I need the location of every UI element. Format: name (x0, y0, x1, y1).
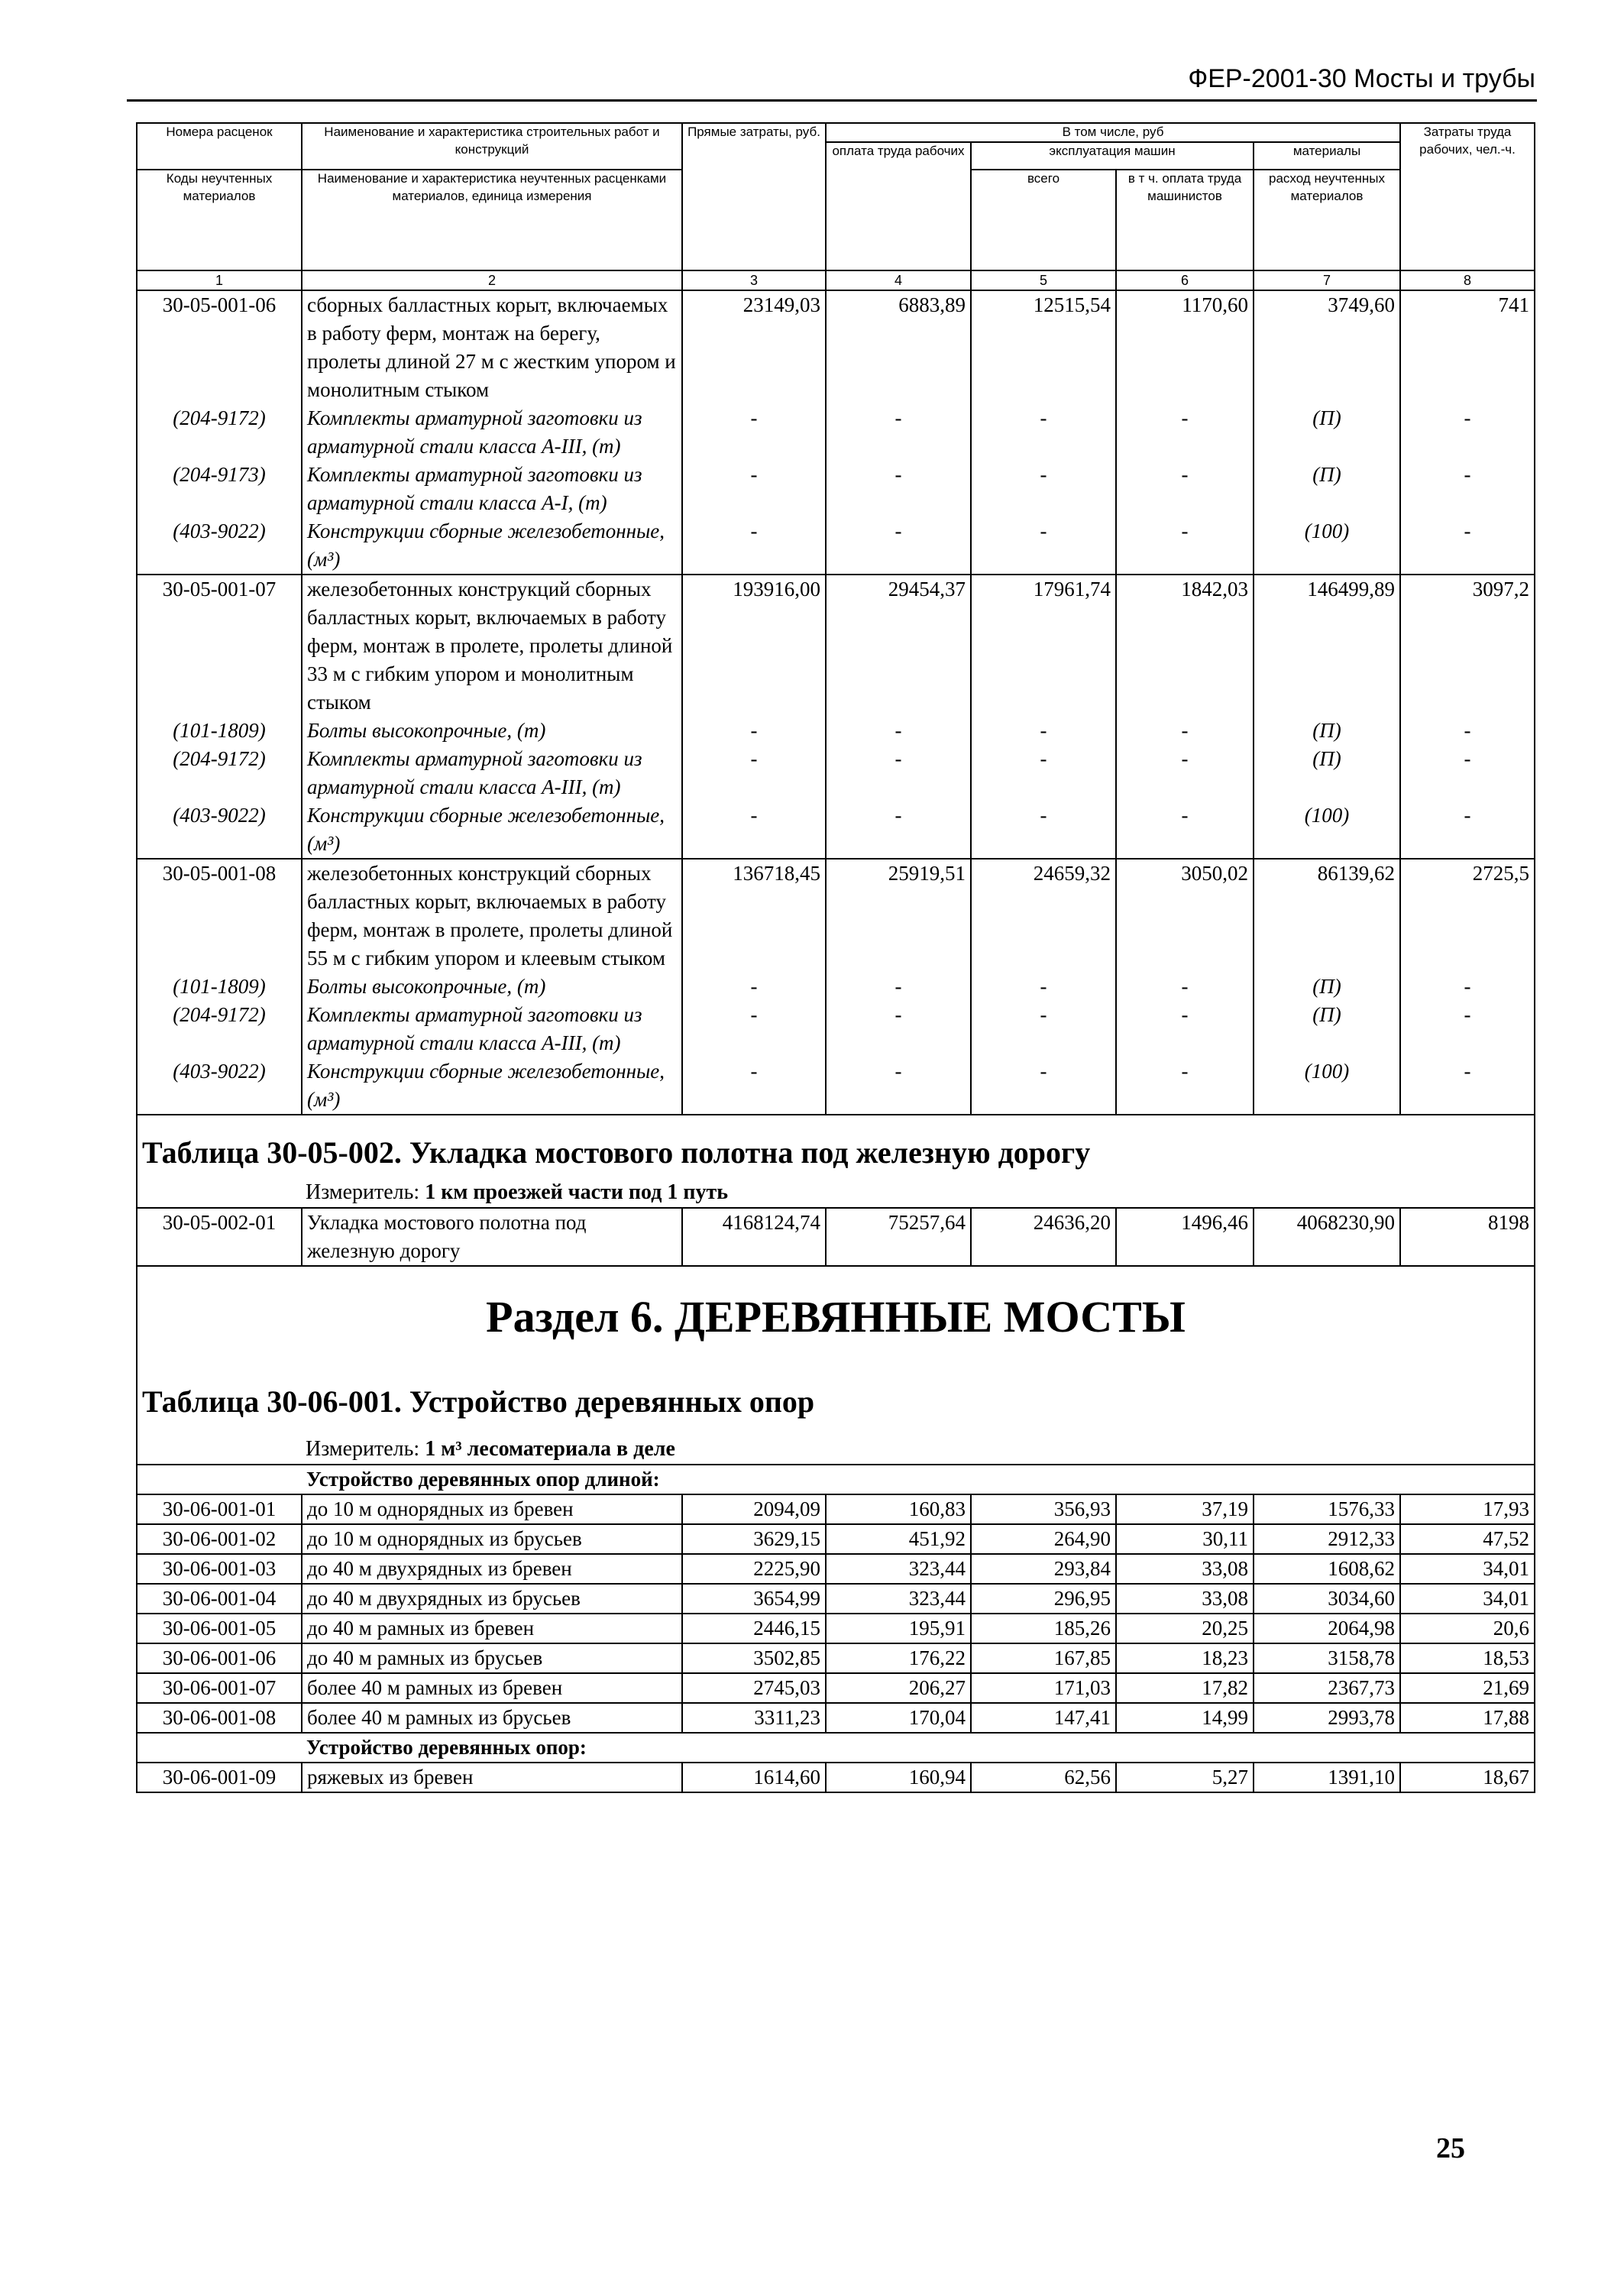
measure-value: 1 км проезжей части под 1 путь (425, 1180, 729, 1205)
labor-hours: - (1400, 517, 1535, 575)
materials: (100) (1254, 517, 1400, 575)
table-row (137, 1703, 1535, 1733)
materials: (П) (1254, 404, 1400, 461)
labor-wages: 25919,51 (826, 859, 971, 973)
machine-total: 62,56 (971, 1763, 1116, 1792)
group-row (137, 1733, 1535, 1763)
labor-wages: 29454,37 (826, 575, 971, 717)
machinist-wages: 1170,60 (1116, 290, 1254, 404)
table-row (137, 1057, 1535, 1115)
material-code: (101-1809) (137, 717, 302, 745)
col-number: 3 (682, 270, 826, 290)
labor-wages: 195,91 (826, 1614, 971, 1643)
table-row (137, 973, 1535, 1001)
rate-description: ряжевых из бревен (302, 1763, 682, 1792)
machinist-wages: 18,23 (1116, 1643, 1254, 1673)
labor-hours: 34,01 (1400, 1584, 1535, 1614)
rate-description: Укладка мостового полотна под железную дорогу (302, 1208, 682, 1266)
material-code: (403-9022) (137, 801, 302, 859)
machine-total: - (971, 801, 1116, 859)
labor-wages: - (826, 461, 971, 517)
materials: 3034,60 (1254, 1584, 1400, 1614)
machine-total: 12515,54 (971, 290, 1116, 404)
labor-hours: 47,52 (1400, 1524, 1535, 1554)
rate-description: более 40 м рамных из бревен (302, 1673, 682, 1703)
direct-costs: - (682, 1057, 826, 1115)
labor-hours: - (1400, 973, 1535, 1001)
machinist-wages: 3050,02 (1116, 859, 1254, 973)
machinist-wages: 1842,03 (1116, 575, 1254, 717)
machine-total: - (971, 973, 1116, 1001)
machinist-wages: - (1116, 1001, 1254, 1057)
machinist-wages: - (1116, 717, 1254, 745)
machinist-wages: 1496,46 (1116, 1208, 1254, 1266)
machines-header: эксплуатация машин (971, 142, 1254, 170)
material-description: Комплекты арматурной заготовки из арматурной стали класса А-I, (т) (302, 461, 682, 517)
machinist-wages: - (1116, 973, 1254, 1001)
rate-description: железобетонных конструкций сборных балластных корыт, включаемых в работу ферм, монтаж в пролете, пролеты длиной 33 м с гибким упором и монолитным стыком (302, 575, 682, 717)
col4-header: оплата труда рабочих (826, 142, 971, 270)
rate-description: до 40 м рамных из брусьев (302, 1643, 682, 1673)
table-row (137, 290, 1535, 404)
materials: (П) (1254, 1001, 1400, 1057)
measure-label: Измеритель: (306, 1180, 420, 1205)
machine-total: - (971, 1057, 1116, 1115)
measure-value: 1 м³ лесоматериала в деле (425, 1437, 675, 1462)
material-code: (403-9022) (137, 1057, 302, 1115)
rate-code: 30-06-001-04 (137, 1584, 302, 1614)
labor-hours: 34,01 (1400, 1554, 1535, 1584)
machine-total: - (971, 517, 1116, 575)
col-number: 1 (137, 270, 302, 290)
machinist-wages: - (1116, 404, 1254, 461)
labor-hours: 2725,5 (1400, 859, 1535, 973)
table-row (137, 1494, 1535, 1524)
material-description: Конструкции сборные железобетонные, (м³) (302, 517, 682, 575)
col-number: 7 (1254, 270, 1400, 290)
machinist-wages: 30,11 (1116, 1524, 1254, 1554)
rate-code: 30-06-001-03 (137, 1554, 302, 1584)
table-title: Таблица 30-06-001. Устройство деревянных опор (142, 1384, 815, 1420)
machinist-wages: - (1116, 461, 1254, 517)
table-row (137, 1614, 1535, 1643)
rate-description: до 10 м однорядных из брусьев (302, 1524, 682, 1554)
rate-code: 30-06-001-01 (137, 1494, 302, 1524)
labor-hours: 20,6 (1400, 1614, 1535, 1643)
machine-total: - (971, 1001, 1116, 1057)
machinist-wages: 14,99 (1116, 1703, 1254, 1733)
machine-total: 356,93 (971, 1494, 1116, 1524)
direct-costs: 23149,03 (682, 290, 826, 404)
material-code: (204-9173) (137, 461, 302, 517)
material-code: (204-9172) (137, 745, 302, 801)
labor-hours: 17,93 (1400, 1494, 1535, 1524)
labor-hours: - (1400, 745, 1535, 801)
rate-description: до 10 м однорядных из бревен (302, 1494, 682, 1524)
material-code: (204-9172) (137, 404, 302, 461)
col2-bottom-header: Наименование и характеристика неучтенных расценками материалов, единица измерения (302, 170, 682, 270)
labor-wages: 451,92 (826, 1524, 971, 1554)
machine-total: - (971, 461, 1116, 517)
direct-costs: - (682, 745, 826, 801)
table-row (137, 575, 1535, 717)
machinist-wages: - (1116, 801, 1254, 859)
labor-hours: - (1400, 801, 1535, 859)
table-row (137, 404, 1535, 461)
materials: 146499,89 (1254, 575, 1400, 717)
col7-header: расход неучтенных материалов (1254, 170, 1400, 270)
direct-costs: 2446,15 (682, 1614, 826, 1643)
materials: 2064,98 (1254, 1614, 1400, 1643)
materials: 2993,78 (1254, 1703, 1400, 1733)
rate-code: 30-05-002-01 (137, 1208, 302, 1266)
labor-hours: 18,67 (1400, 1763, 1535, 1792)
labor-wages: - (826, 1057, 971, 1115)
table-row (137, 517, 1535, 575)
table-row (137, 745, 1535, 801)
labor-wages: - (826, 973, 971, 1001)
rate-description: более 40 м рамных из брусьев (302, 1703, 682, 1733)
machinist-wages: 37,19 (1116, 1494, 1254, 1524)
group-row (137, 1465, 1535, 1494)
table-row (137, 1208, 1535, 1266)
labor-wages: - (826, 745, 971, 801)
machine-total: 185,26 (971, 1614, 1116, 1643)
material-code: (403-9022) (137, 517, 302, 575)
col-number: 6 (1116, 270, 1254, 290)
col6-header: в т ч. оплата труда машинистов (1116, 170, 1254, 270)
machinist-wages: - (1116, 1057, 1254, 1115)
direct-costs: 3654,99 (682, 1584, 826, 1614)
materials: (100) (1254, 801, 1400, 859)
machine-total: - (971, 745, 1116, 801)
rate-description: до 40 м рамных из бревен (302, 1614, 682, 1643)
table-row (137, 1673, 1535, 1703)
col5-header: всего (971, 170, 1116, 270)
direct-costs: - (682, 973, 826, 1001)
labor-hours: - (1400, 1001, 1535, 1057)
col-number: 2 (302, 270, 682, 290)
materials: (П) (1254, 461, 1400, 517)
labor-wages: 75257,64 (826, 1208, 971, 1266)
rate-code: 30-06-001-06 (137, 1643, 302, 1673)
labor-hours: 3097,2 (1400, 575, 1535, 717)
labor-wages: 6883,89 (826, 290, 971, 404)
table-row (137, 1001, 1535, 1057)
table-row (137, 461, 1535, 517)
table-heading-row (137, 1115, 1535, 1208)
labor-wages: 323,44 (826, 1554, 971, 1584)
labor-wages: - (826, 404, 971, 461)
machinist-wages: 33,08 (1116, 1554, 1254, 1584)
material-description: Конструкции сборные железобетонные, (м³) (302, 801, 682, 859)
machine-total: 293,84 (971, 1554, 1116, 1584)
material-description: Болты высокопрочные, (т) (302, 717, 682, 745)
materials: (П) (1254, 717, 1400, 745)
material-description: Комплекты арматурной заготовки из арматурной стали класса А-III, (т) (302, 745, 682, 801)
col-number: 8 (1400, 270, 1535, 290)
machine-total: - (971, 404, 1116, 461)
materials: 3158,78 (1254, 1643, 1400, 1673)
labor-hours: 17,88 (1400, 1703, 1535, 1733)
table-row (137, 717, 1535, 745)
col8-header: Затраты труда рабочих, чел.-ч. (1400, 123, 1535, 270)
machinist-wages: 20,25 (1116, 1614, 1254, 1643)
rate-code: 30-06-001-05 (137, 1614, 302, 1643)
rate-code: 30-05-001-08 (137, 859, 302, 973)
col3-header: Прямые затраты, руб. (682, 123, 826, 270)
machine-total: 167,85 (971, 1643, 1116, 1673)
materials: (П) (1254, 745, 1400, 801)
machinist-wages: - (1116, 745, 1254, 801)
labor-wages: 160,83 (826, 1494, 971, 1524)
direct-costs: 3629,15 (682, 1524, 826, 1554)
page-number: 25 (1436, 2132, 1465, 2164)
rate-code: 30-06-001-08 (137, 1703, 302, 1733)
page-header-title: ФЕР-2001-30 Мосты и трубы (1188, 64, 1535, 93)
rates-table (136, 122, 1535, 1793)
labor-wages: 160,94 (826, 1763, 971, 1792)
materials: 3749,60 (1254, 290, 1400, 404)
direct-costs: 1614,60 (682, 1763, 826, 1792)
direct-costs: - (682, 1001, 826, 1057)
header-rule (127, 99, 1537, 102)
direct-costs: - (682, 801, 826, 859)
table-row (137, 859, 1535, 973)
labor-wages: 206,27 (826, 1673, 971, 1703)
labor-wages: - (826, 717, 971, 745)
direct-costs: - (682, 461, 826, 517)
direct-costs: - (682, 717, 826, 745)
materials: (П) (1254, 973, 1400, 1001)
labor-wages: 323,44 (826, 1584, 971, 1614)
labor-wages: - (826, 1001, 971, 1057)
rate-code: 30-05-001-06 (137, 290, 302, 404)
direct-costs: 136718,45 (682, 859, 826, 973)
labor-wages: - (826, 517, 971, 575)
labor-hours: - (1400, 1057, 1535, 1115)
table-row (137, 1554, 1535, 1584)
col1-bottom-header: Коды неучтенных материалов (137, 170, 302, 270)
table-row (137, 801, 1535, 859)
machine-total: 147,41 (971, 1703, 1116, 1733)
table-row (137, 1763, 1535, 1792)
machine-total: 24659,32 (971, 859, 1116, 973)
materials-header: материалы (1254, 142, 1400, 170)
direct-costs: 4168124,74 (682, 1208, 826, 1266)
group-label: Устройство деревянных опор длиной: (302, 1465, 1535, 1494)
table-row (137, 1643, 1535, 1673)
material-code: (101-1809) (137, 973, 302, 1001)
labor-wages: 176,22 (826, 1643, 971, 1673)
rate-description: до 40 м двухрядных из брусьев (302, 1584, 682, 1614)
labor-wages: - (826, 801, 971, 859)
material-description: Болты высокопрочные, (т) (302, 973, 682, 1001)
direct-costs: - (682, 517, 826, 575)
labor-hours: - (1400, 404, 1535, 461)
direct-costs: 2094,09 (682, 1494, 826, 1524)
rate-description: сборных балластных корыт, включаемых в работу ферм, монтаж на берегу, пролеты длиной 27 м с жестким упором и монолитным стыком (302, 290, 682, 404)
materials: 1608,62 (1254, 1554, 1400, 1584)
materials: 2367,73 (1254, 1673, 1400, 1703)
rate-code: 30-06-001-02 (137, 1524, 302, 1554)
machine-total: 171,03 (971, 1673, 1116, 1703)
machine-total: 17961,74 (971, 575, 1116, 717)
materials: 1391,10 (1254, 1763, 1400, 1792)
col-number: 4 (826, 270, 971, 290)
machinist-wages: 17,82 (1116, 1673, 1254, 1703)
machine-total: 24636,20 (971, 1208, 1116, 1266)
materials: 86139,62 (1254, 859, 1400, 973)
section-title: Раздел 6. ДЕРЕВЯННЫЕ МОСТЫ (486, 1292, 1186, 1342)
machinist-wages: - (1116, 517, 1254, 575)
rate-code: 30-06-001-09 (137, 1763, 302, 1792)
group-header: В том числе, руб (826, 123, 1400, 142)
labor-hours: 741 (1400, 290, 1535, 404)
materials: (100) (1254, 1057, 1400, 1115)
materials: 2912,33 (1254, 1524, 1400, 1554)
labor-hours: 21,69 (1400, 1673, 1535, 1703)
material-description: Комплекты арматурной заготовки из арматурной стали класса А-III, (т) (302, 1001, 682, 1057)
direct-costs: 3311,23 (682, 1703, 826, 1733)
col2-top-header: Наименование и характеристика строительных работ и конструкций (302, 123, 682, 170)
direct-costs: 2225,90 (682, 1554, 826, 1584)
table-title: Таблица 30-05-002. Укладка мостового полотна под железную дорогу (142, 1135, 1091, 1170)
section-heading-row (137, 1266, 1535, 1465)
group-label: Устройство деревянных опор: (302, 1733, 1535, 1763)
machine-total: 264,90 (971, 1524, 1116, 1554)
rate-description: до 40 м двухрядных из бревен (302, 1554, 682, 1584)
material-description: Комплекты арматурной заготовки из арматурной стали класса А-III, (т) (302, 404, 682, 461)
labor-hours: - (1400, 717, 1535, 745)
machinist-wages: 5,27 (1116, 1763, 1254, 1792)
direct-costs: - (682, 404, 826, 461)
direct-costs: 3502,85 (682, 1643, 826, 1673)
direct-costs: 193916,00 (682, 575, 826, 717)
labor-hours: 8198 (1400, 1208, 1535, 1266)
rate-code: 30-06-001-07 (137, 1673, 302, 1703)
measure-label: Измеритель: (306, 1437, 420, 1462)
table-row (137, 1584, 1535, 1614)
table-row (137, 1524, 1535, 1554)
col-number: 5 (971, 270, 1116, 290)
col1-top-header: Номера расценок (137, 123, 302, 170)
labor-hours: - (1400, 461, 1535, 517)
machinist-wages: 33,08 (1116, 1584, 1254, 1614)
labor-wages: 170,04 (826, 1703, 971, 1733)
direct-costs: 2745,03 (682, 1673, 826, 1703)
machine-total: - (971, 717, 1116, 745)
materials: 4068230,90 (1254, 1208, 1400, 1266)
material-description: Конструкции сборные железобетонные, (м³) (302, 1057, 682, 1115)
rate-code: 30-05-001-07 (137, 575, 302, 717)
materials: 1576,33 (1254, 1494, 1400, 1524)
labor-hours: 18,53 (1400, 1643, 1535, 1673)
rate-description: железобетонных конструкций сборных балластных корыт, включаемых в работу ферм, монтаж в пролете, пролеты длиной 55 м с гибким упором и клеевым стыком (302, 859, 682, 973)
machine-total: 296,95 (971, 1584, 1116, 1614)
material-code: (204-9172) (137, 1001, 302, 1057)
